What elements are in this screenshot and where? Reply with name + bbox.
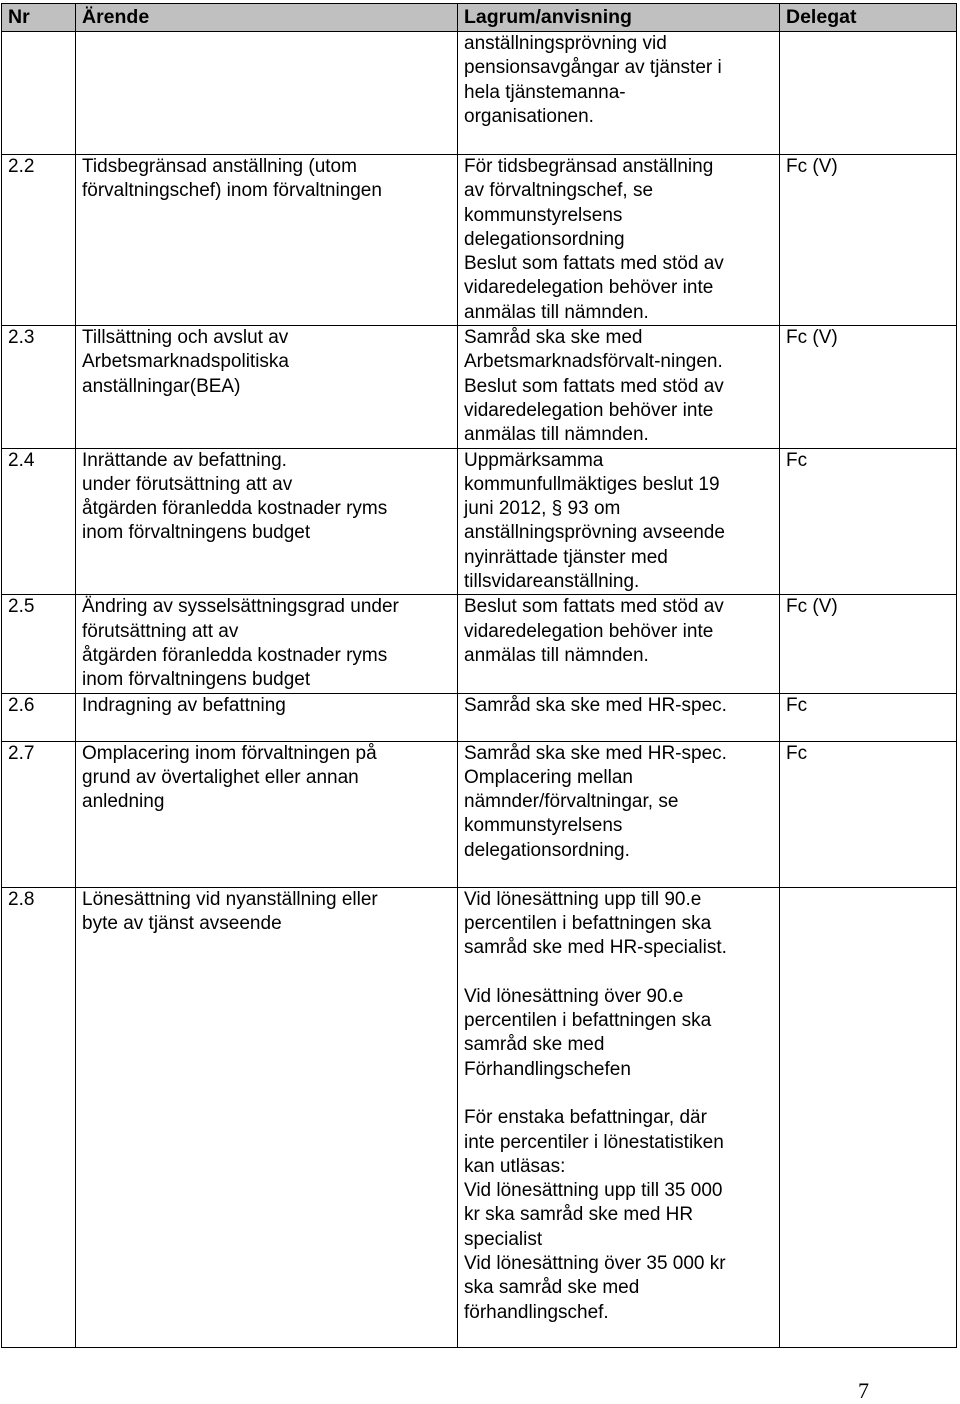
- row-arende: Tillsättning och avslut av Arbetsmarknadspolitiska anställningar(BEA): [76, 326, 458, 448]
- header-delegat: Delegat: [780, 4, 957, 32]
- row-arende: Lönesättning vid nyanställning eller byte av tjänst avseende: [76, 887, 458, 1347]
- lagrum-block: För enstaka befattningar, där inte percentiler i lönestatistiken kan utläsas: Vid lönesättning upp till 35 000 kr ska samråd ske med HR specialist Vid lönesättning över 35 000 kr ska samråd ske med förhandlingschef.: [464, 1107, 726, 1323]
- table-row: [2, 155, 957, 326]
- table-header-row: [2, 4, 957, 32]
- row-nr: 2.4: [2, 448, 76, 595]
- row-nr: [2, 32, 76, 155]
- header-arende: Ärende: [76, 4, 458, 32]
- row-lagrum: Uppmärksamma kommunfullmäktiges beslut 19 juni 2012, § 93 om anställningsprövning avseende nyinrättade tjänster med tillsvidareanställning.: [458, 448, 780, 595]
- row-delegat: Fc (V): [780, 326, 957, 448]
- row-lagrum: Samråd ska ske med HR-spec. Omplacering mellan nämnder/förvaltningar, se kommunstyrelsens delegationsordning.: [458, 741, 780, 887]
- row-arende: Indragning av befattning: [76, 693, 458, 741]
- row-delegat: Fc (V): [780, 155, 957, 326]
- row-lagrum: För tidsbegränsad anställning av förvaltningschef, se kommunstyrelsens delegationsordning Beslut som fattats med stöd av vidaredelegation behöver inte anmälas till nämnden.: [458, 155, 780, 326]
- row-arende: Inrättande av befattning. under förutsättning att av åtgärden föranledda kostnader ryms inom förvaltningens budget: [76, 448, 458, 595]
- row-nr: 2.8: [2, 887, 76, 1347]
- header-nr: Nr: [2, 4, 76, 32]
- row-lagrum: Beslut som fattats med stöd av vidaredelegation behöver inte anmälas till nämnden.: [458, 595, 780, 693]
- lagrum-block: Vid lönesättning upp till 90.e percentilen i befattningen ska samråd ske med HR-specialist.: [464, 888, 727, 959]
- page-number: 7: [858, 1378, 869, 1403]
- row-arende: Omplacering inom förvaltningen på grund av övertalighet eller annan anledning: [76, 741, 458, 887]
- delegation-table: [1, 3, 957, 1348]
- row-delegat: [780, 887, 957, 1347]
- row-delegat: Fc: [780, 693, 957, 741]
- header-lagrum: Lagrum/anvisning: [458, 4, 780, 32]
- row-lagrum: Samråd ska ske med Arbetsmarknadsförvalt-ningen. Beslut som fattats med stöd av vidaredelegation behöver inte anmälas till nämnden.: [458, 326, 780, 448]
- table-row: [2, 595, 957, 693]
- row-nr: 2.3: [2, 326, 76, 448]
- table-row: [2, 741, 957, 887]
- row-lagrum: Samråd ska ske med HR-spec.: [458, 693, 780, 741]
- table-row: [2, 693, 957, 741]
- row-delegat: Fc: [780, 741, 957, 887]
- row-delegat: [780, 32, 957, 155]
- row-arende: [76, 32, 458, 155]
- row-lagrum: [458, 887, 780, 1347]
- row-nr: 2.6: [2, 693, 76, 741]
- table-row: [2, 887, 957, 1347]
- row-nr: 2.7: [2, 741, 76, 887]
- row-nr: 2.2: [2, 155, 76, 326]
- row-arende: Ändring av sysselsättningsgrad under förutsättning att av åtgärden föranledda kostnader ryms inom förvaltningens budget: [76, 595, 458, 693]
- row-nr: 2.5: [2, 595, 76, 693]
- row-arende: Tidsbegränsad anställning (utom förvaltningschef) inom förvaltningen: [76, 155, 458, 326]
- row-delegat: Fc (V): [780, 595, 957, 693]
- table-row: [2, 32, 957, 155]
- table-row: [2, 448, 957, 595]
- lagrum-block: Vid lönesättning över 90.e percentilen i befattningen ska samråd ske med Förhandlingschefen: [464, 985, 712, 1080]
- row-delegat: Fc: [780, 448, 957, 595]
- table-row: [2, 326, 957, 448]
- row-lagrum: anställningsprövning vid pensionsavgångar av tjänster i hela tjänstemanna- organisationen.: [458, 32, 780, 155]
